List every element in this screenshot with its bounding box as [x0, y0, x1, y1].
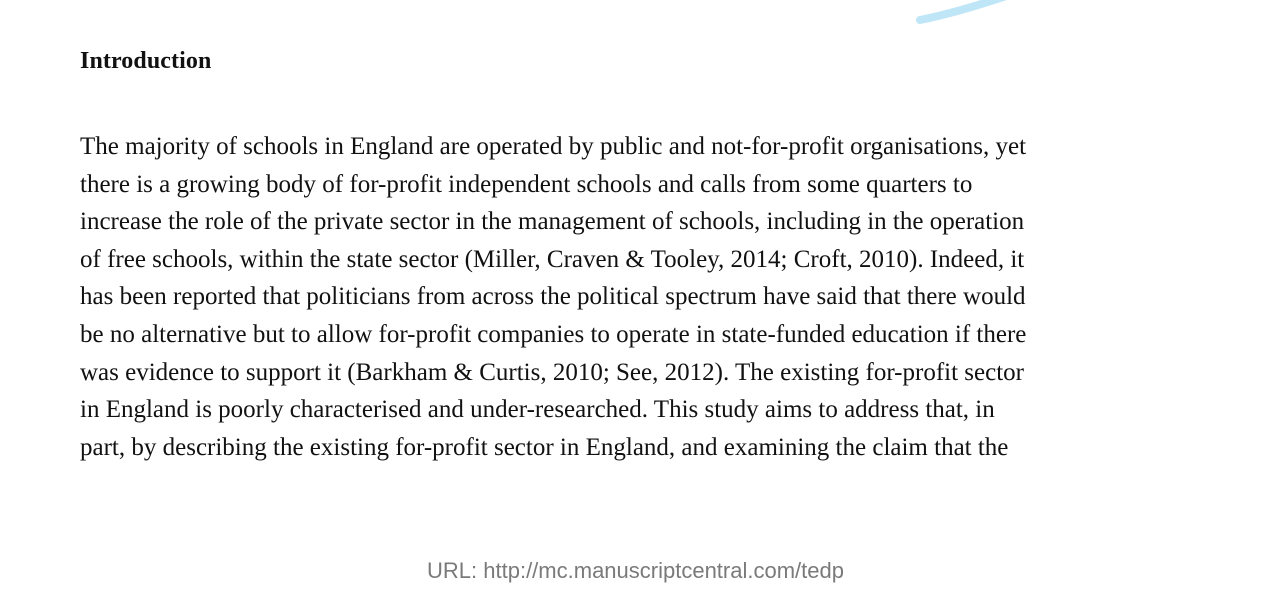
paragraph-line: increase the role of the private sector in the management of schools, including in the operation — [80, 208, 1025, 236]
footer-url: URL: http://mc.manuscriptcentral.com/tedp — [427, 558, 844, 583]
paragraph-line: was evidence to support it (Barkham & Curtis, 2010; See, 2012). The existing for-profit sector — [80, 358, 1024, 386]
section-heading: Introduction — [80, 48, 212, 74]
introduction-paragraph — [80, 128, 1230, 466]
paragraph-line: part, by describing the existing for-profit sector in England, and examining the claim that the — [80, 433, 1009, 461]
paragraph-line: there is a growing body of for-profit independent schools and calls from some quarters to — [80, 170, 973, 198]
paragraph-line: be no alternative but to allow for-profit companies to operate in state-funded education if there — [80, 320, 1027, 348]
paragraph-line: of free schools, within the state sector (Miller, Craven & Tooley, 2014; Croft, 2010). Indeed, it — [80, 245, 1025, 273]
paragraph-line: in England is poorly characterised and under-researched. This study aims to address that, in — [80, 396, 995, 424]
paragraph-line: has been reported that politicians from across the political spectrum have said that there would — [80, 283, 1026, 311]
watermark-stroke — [900, 0, 1040, 30]
paragraph-line: The majority of schools in England are operated by public and not-for-profit organisations, yet — [80, 133, 1027, 160]
